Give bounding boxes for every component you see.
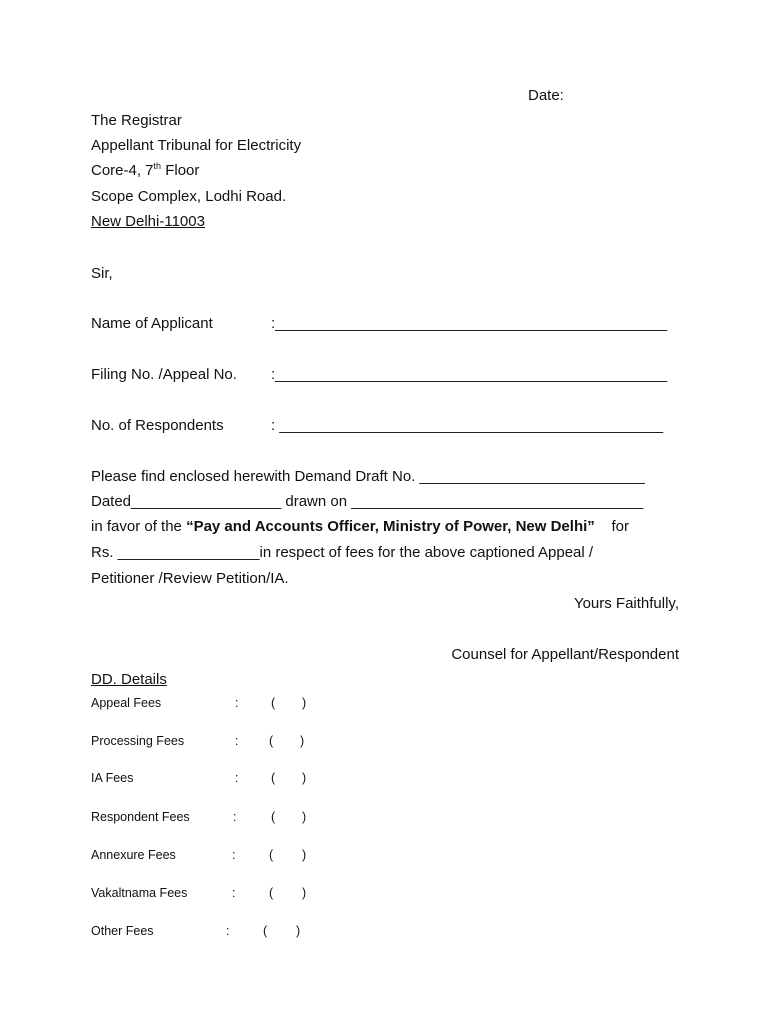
dd-open-paren: (: [269, 734, 274, 748]
favor-prefix: in favor of the: [91, 518, 187, 535]
dd-colon: :: [233, 810, 237, 824]
dd-label-other: Other Fees: [91, 924, 154, 938]
dd-close-paren: ): [302, 848, 307, 862]
dd-close-paren: ): [300, 734, 305, 748]
dd-close-paren: ): [302, 696, 307, 710]
dd-close-paren: ): [296, 924, 301, 938]
dd-open-paren: (: [271, 696, 276, 710]
address-line-floor: [91, 162, 199, 179]
dd-colon: :: [232, 886, 236, 900]
dd-open-paren: (: [271, 771, 276, 785]
field-label-applicant: Name of Applicant: [91, 315, 213, 332]
dd-close-paren: ): [302, 886, 307, 900]
dd-label-ia: IA Fees: [91, 771, 134, 785]
signature: Counsel for Appellant/Respondent: [451, 646, 679, 663]
dd-colon: :: [232, 848, 236, 862]
address-line-registrar: The Registrar: [91, 112, 182, 129]
address-line-tribunal: Appellant Tribunal for Electricity: [91, 137, 302, 154]
floor-prefix: Core-4, 7: [91, 162, 154, 179]
address-line-complex: Scope Complex, Lodhi Road.: [91, 188, 287, 205]
dd-open-paren: (: [271, 810, 276, 824]
address-line-city: New Delhi-11003: [91, 213, 205, 230]
dd-label-vakaltnama: Vakaltnama Fees: [91, 886, 188, 900]
floor-suffix: Floor: [161, 162, 200, 179]
dd-label-processing: Processing Fees: [91, 734, 185, 748]
field-line-filing: :_______________________________________________: [271, 366, 668, 383]
body-line-favor: [91, 518, 629, 535]
dd-open-paren: (: [269, 848, 274, 862]
dd-label-annexure: Annexure Fees: [91, 848, 176, 862]
date-label: Date:: [528, 87, 564, 104]
dd-colon: :: [235, 771, 239, 785]
body-line-dated: Dated__________________ drawn on ___________________________________: [91, 493, 644, 510]
dd-open-paren: (: [269, 886, 274, 900]
field-line-applicant: :_______________________________________________: [271, 315, 668, 332]
dd-label-respondent: Respondent Fees: [91, 810, 190, 824]
body-line-amount: Rs. _________________in respect of fees for the above captioned Appeal /: [91, 544, 594, 561]
field-label-respondents: No. of Respondents: [91, 417, 224, 434]
body-line-dd-no: Please find enclosed herewith Demand Draft No. ___________________________: [91, 468, 645, 485]
dd-label-appeal: Appeal Fees: [91, 696, 162, 710]
dd-open-paren: (: [263, 924, 268, 938]
favor-suffix: for: [594, 518, 629, 535]
dd-colon: :: [226, 924, 230, 938]
dd-colon: :: [235, 734, 239, 748]
floor-superscript: th: [153, 161, 162, 171]
dd-close-paren: ): [302, 771, 307, 785]
dd-colon: :: [235, 696, 239, 710]
closing: Yours Faithfully,: [573, 595, 679, 612]
salutation: Sir,: [91, 265, 113, 282]
dd-close-paren: ): [302, 810, 307, 824]
field-label-filing: Filing No. /Appeal No.: [91, 366, 237, 383]
dd-details-title: DD. Details: [91, 671, 167, 688]
body-line-petition: Petitioner /Review Petition/IA.: [91, 570, 289, 587]
field-line-respondents: : ______________________________________________: [271, 417, 664, 434]
payee-name: “Pay and Accounts Officer, Ministry of Power, New Delhi”: [186, 518, 595, 535]
